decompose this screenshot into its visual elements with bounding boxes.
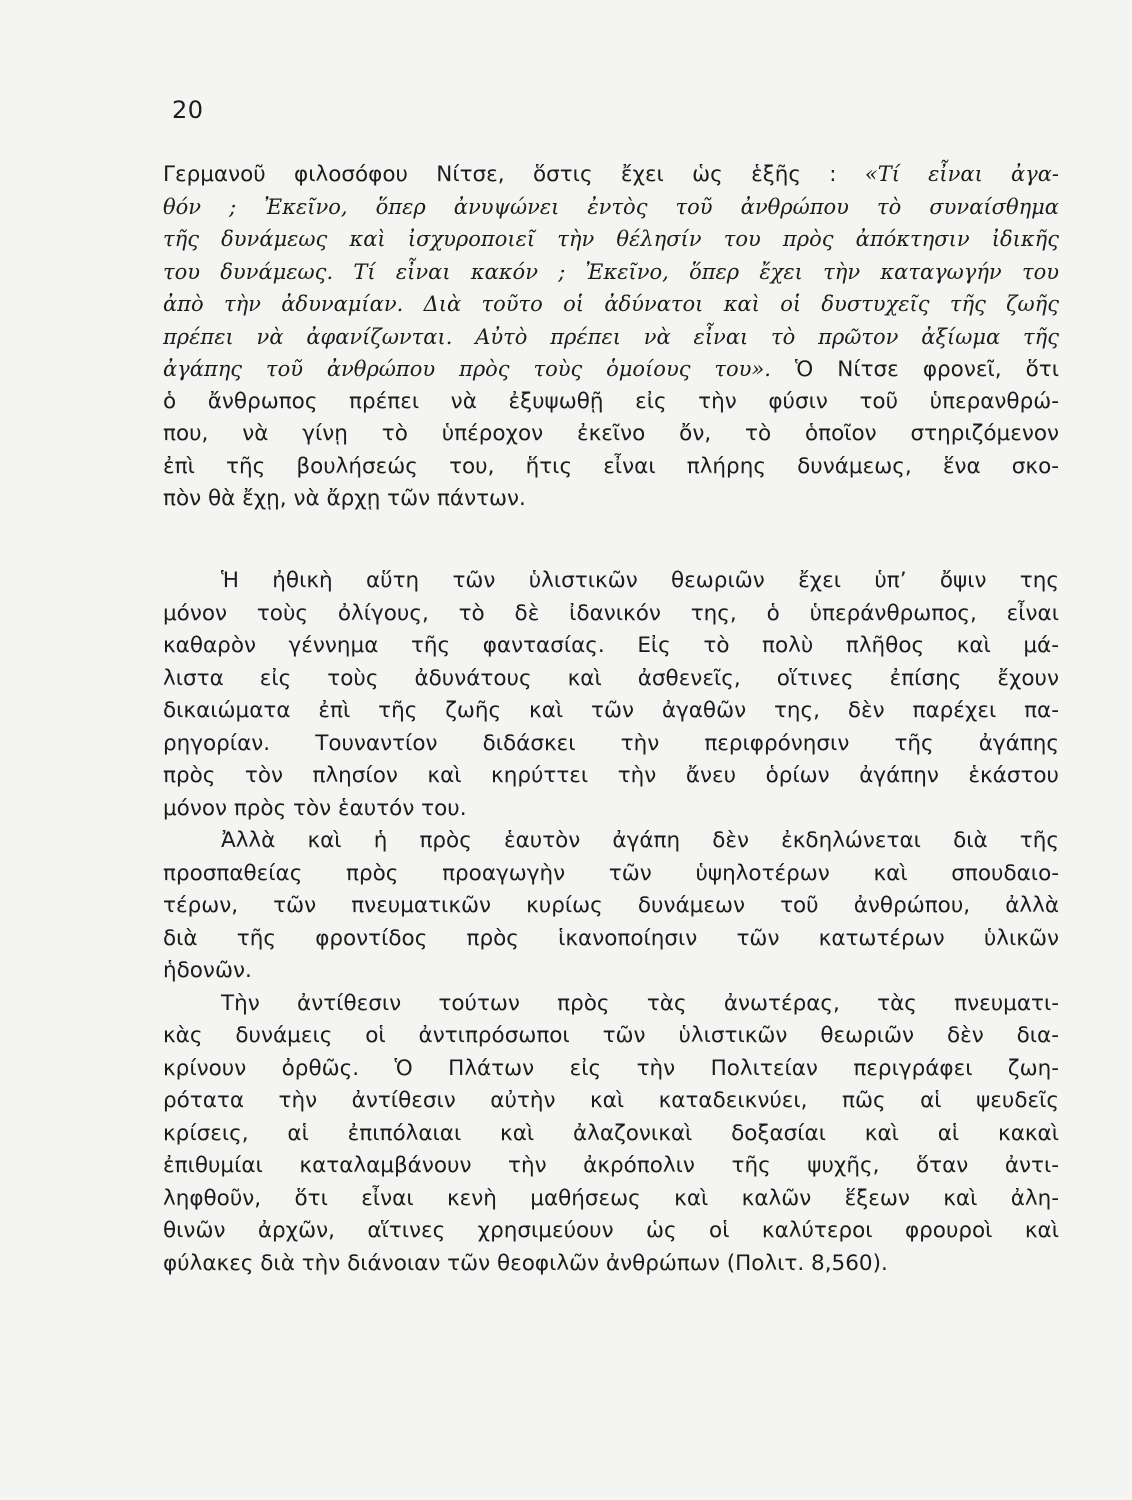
- text-line: θινῶν ἀρχῶν, αἵτινες χρησιμεύουν ὡς οἱ καλύτεροι φρουροὶ καὶ: [163, 1218, 1059, 1243]
- text-line: κρίσεις, αἱ ἐπιπόλαιαι καὶ ἀλαζονικαὶ δοξασίαι καὶ αἱ κακαὶ: [163, 1120, 1059, 1146]
- text-line: τέρων, τῶν πνευματικῶν κυρίως δυνάμεων τοῦ ἀνθρώπου, ἀλλὰ: [163, 893, 1059, 918]
- text-line: ἀπὸ τὴν ἀδυναμίαν. Διὰ τοῦτο οἱ ἀδύνατοι καὶ οἱ δυστυχεῖς τῆς ζωῆς: [163, 292, 1059, 316]
- text-line: που, νὰ γίνῃ τὸ ὑπέροχον ἐκεῖνο ὄν, τὸ ὁποῖον στηριζόμενον: [163, 421, 1059, 446]
- text-line: ρηγορίαν. Τουναντίον διδάσκει τὴν περιφρόνησιν τῆς ἀγάπης: [163, 730, 1059, 756]
- text-line: προσπαθείας πρὸς προαγωγὴν τῶν ὑψηλοτέρων καὶ σπουδαιο-: [163, 860, 1059, 886]
- text-line: του δυνάμεως. Τί εἶναι κακόν ; Ἐκεῖνο, ὅπερ ἔχει τὴν καταγωγήν του: [163, 259, 1059, 284]
- text-line: ἐπὶ τῆς βουλήσεώς του, ἥτις εἶναι πλήρης δυνάμεως, ἕνα σκο-: [163, 453, 1059, 479]
- text-line: πρὸς τὸν πλησίον καὶ κηρύττει τὴν ἄνευ ὁρίων ἀγάπην ἑκάστου: [163, 763, 1059, 788]
- text-line: φύλακες διὰ τὴν διάνοιαν τῶν θεοφιλῶν ἀνθρώπων (Πολιτ. 8,560).: [163, 1250, 888, 1276]
- text-line: Ἡ ἠθικὴ αὕτη τῶν ὑλιστικῶν θεωριῶν ἔχει ὑπ’ ὄψιν της: [221, 568, 1059, 593]
- text-line: Γερμανοῦ φιλοσόφου Νίτσε, ὅστις ἔχει ὡς ἑξῆς : «Τί εἶναι ἀγα-: [163, 162, 1059, 187]
- text-line: τῆς δυνάμεως καὶ ἰσχυροποιεῖ τὴν θέλησίν του πρὸς ἀπόκτησιν ἰδικῆς: [163, 227, 1059, 251]
- page-number: 20: [172, 96, 204, 124]
- text-line: ὁ ἄνθρωπος πρέπει νὰ ἐξυψωθῇ εἰς τὴν φύσιν τοῦ ὑπερανθρώ-: [163, 388, 1059, 414]
- text-line: ρότατα τὴν ἀντίθεσιν αὐτὴν καὶ καταδεικνύει, πῶς αἱ ψευδεῖς: [163, 1088, 1059, 1113]
- text-line: ληφθοῦν, ὅτι εἶναι κενὴ μαθήσεως καὶ καλῶν ἕξεων καὶ ἀλη-: [163, 1185, 1059, 1211]
- text-line: μόνον τοὺς ὀλίγους, τὸ δὲ ἰδανικόν της, ὁ ὑπεράνθρωπος, εἶναι: [163, 600, 1059, 626]
- text-line: λιστα εἰς τοὺς ἀδυνάτους καὶ ἀσθενεῖς, οἵτινες ἐπίσης ἔχουν: [163, 665, 1059, 691]
- text-line: διὰ τῆς φροντίδος πρὸς ἱκανοποίησιν τῶν κατωτέρων ὑλικῶν: [163, 925, 1059, 951]
- text-line: μόνον πρὸς τὸν ἑαυτόν του.: [163, 795, 467, 821]
- text-line: κρίνουν ὀρθῶς. Ὁ Πλάτων εἰς τὴν Πολιτείαν περιγράφει ζωη-: [163, 1055, 1059, 1081]
- text-line: ἐπιθυμίαι καταλαμβάνουν τὴν ἀκρόπολιν τῆς ψυχῆς, ὅταν ἀντι-: [163, 1153, 1059, 1178]
- text-line: κὰς δυνάμεις οἱ ἀντιπρόσωποι τῶν ὑλιστικῶν θεωριῶν δὲν δια-: [163, 1023, 1059, 1048]
- body-paragraphs: [163, 565, 1059, 1280]
- text-line: θόν ; Ἐκεῖνο, ὅπερ ἀνυψώνει ἐντὸς τοῦ ἀνθρώπου τὸ συναίσθημα: [163, 194, 1059, 219]
- text-line: δικαιώματα ἐπὶ τῆς ζωῆς καὶ τῶν ἀγαθῶν της, δὲν παρέχει πα-: [163, 698, 1059, 723]
- text-line: καθαρὸν γέννημα τῆς φαντασίας. Εἰς τὸ πολὺ πλῆθος καὶ μά-: [163, 633, 1059, 658]
- text-line: πρέπει νὰ ἀφανίζωνται. Αὐτὸ πρέπει νὰ εἶναι τὸ πρῶτον ἀξίωμα τῆς: [163, 324, 1059, 349]
- text-line: Τὴν ἀντίθεσιν τούτων πρὸς τὰς ἀνωτέρας, τὰς πνευματι-: [221, 990, 1059, 1016]
- text-line: Ἀλλὰ καὶ ἡ πρὸς ἑαυτὸν ἀγάπη δὲν ἐκδηλώνεται διὰ τῆς: [221, 828, 1059, 853]
- text-line: ἀγάπης τοῦ ἀνθρώπου πρὸς τοὺς ὁμοίους του». Ὁ Νίτσε φρονεῖ, ὅτι: [163, 357, 1059, 382]
- text-line: πὸν θὰ ἔχῃ, νὰ ἄρχῃ τῶν πάντων.: [163, 486, 526, 511]
- nietzsche-quote-paragraph: [163, 158, 1059, 516]
- text-line: ἡδονῶν.: [163, 958, 252, 983]
